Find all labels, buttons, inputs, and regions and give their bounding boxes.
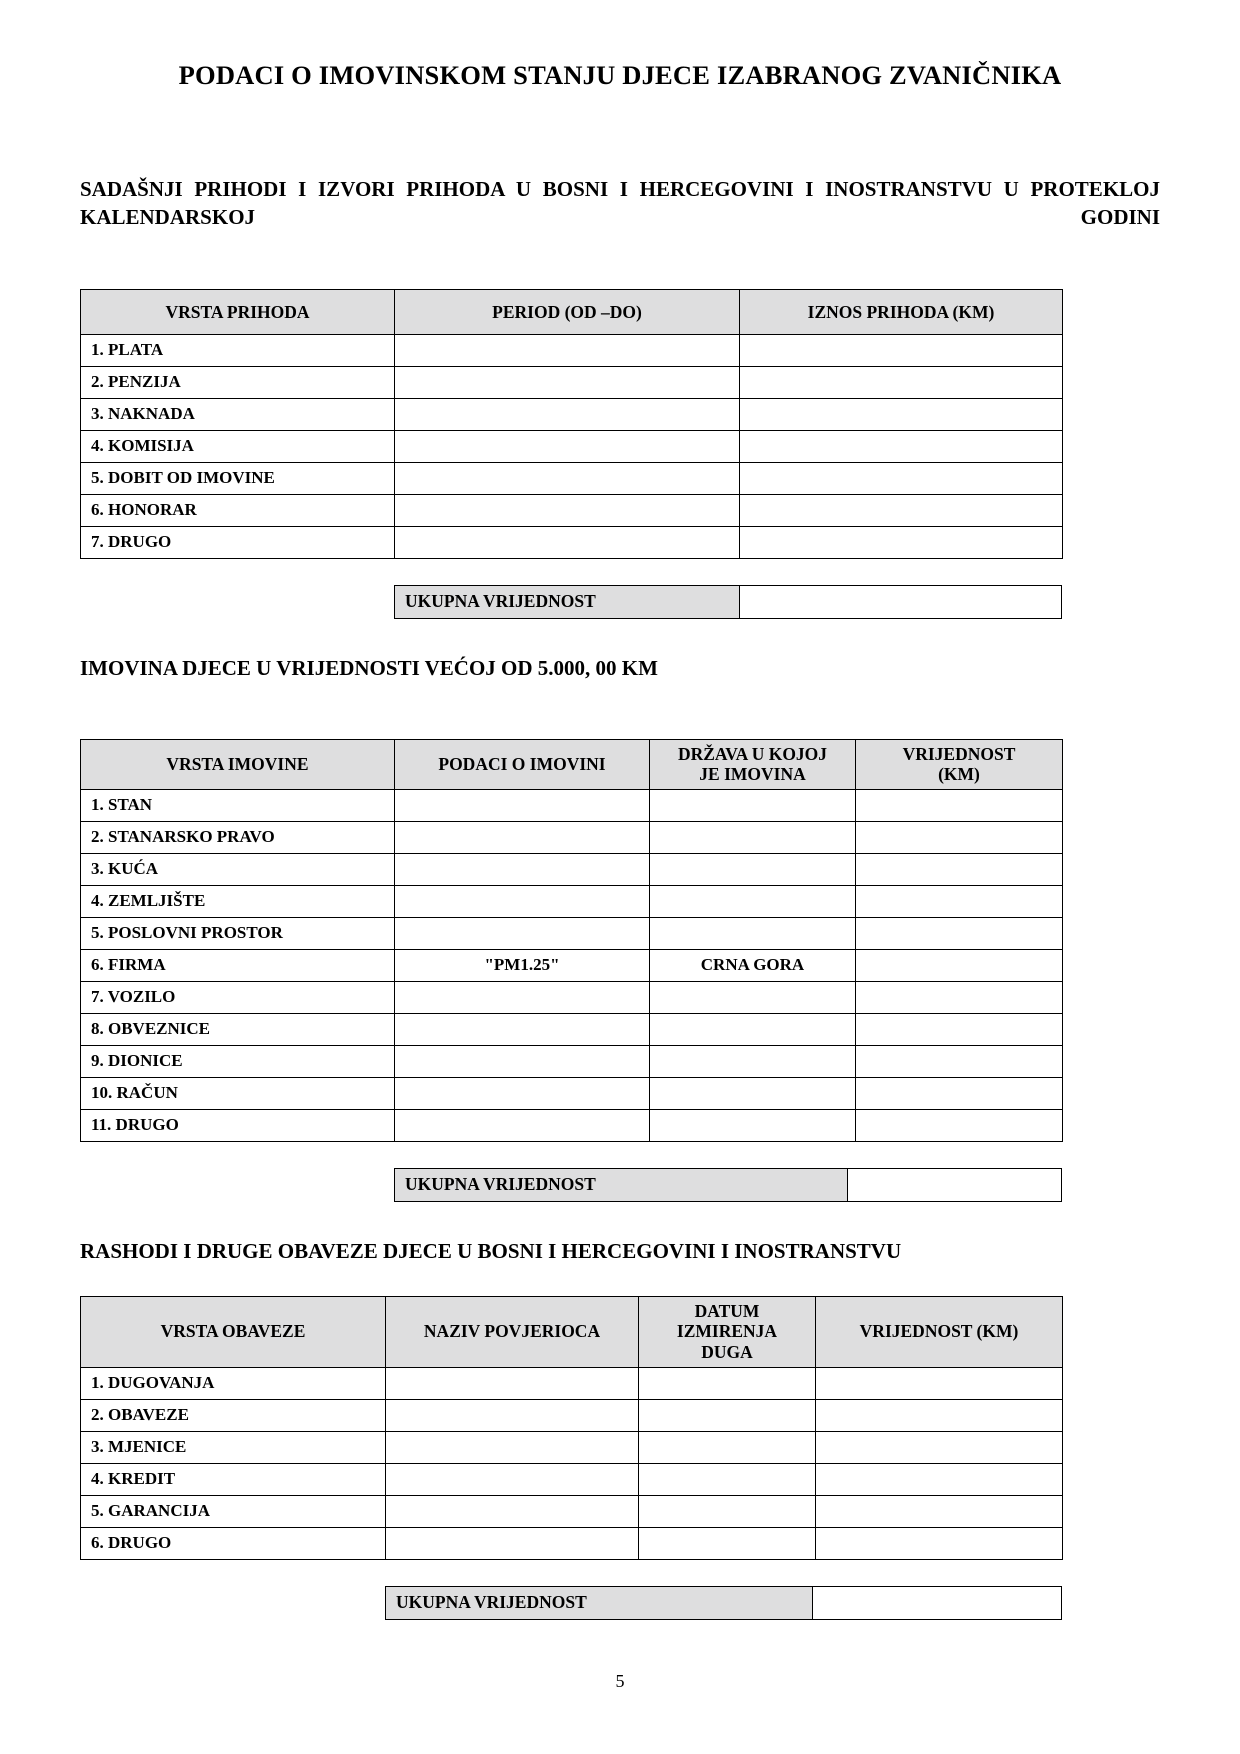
table-row bbox=[81, 917, 1063, 949]
cell-period[interactable] bbox=[395, 494, 740, 526]
table-header-row bbox=[81, 289, 1063, 334]
liabilities-total-strip bbox=[385, 1586, 1240, 1620]
cell-country[interactable] bbox=[650, 853, 856, 885]
section-heading-liabilities: RASHODI I DRUGE OBAVEZE DJECE U BOSNI I HERCEGOVINI I INOSTRANSTVU bbox=[80, 1238, 902, 1263]
cell-creditor[interactable] bbox=[386, 1367, 639, 1399]
column-header-income-amount: IZNOS PRIHODA (KM) bbox=[740, 289, 1063, 334]
cell-value[interactable] bbox=[856, 885, 1063, 917]
column-header-property-details: PODACI O IMOVINI bbox=[395, 739, 650, 789]
spacer bbox=[80, 683, 1160, 739]
row-label: 1. STAN bbox=[81, 789, 395, 821]
spacer bbox=[80, 259, 1160, 289]
cell-period[interactable] bbox=[395, 366, 740, 398]
cell-amount[interactable] bbox=[740, 526, 1063, 558]
cell-value[interactable] bbox=[856, 981, 1063, 1013]
header-line-2: JE IMOVINA bbox=[699, 764, 806, 785]
table-row bbox=[81, 1495, 1063, 1527]
income-total-strip bbox=[394, 585, 1240, 619]
total-row bbox=[394, 585, 1062, 619]
table-row bbox=[81, 1109, 1063, 1141]
cell-details[interactable] bbox=[395, 821, 650, 853]
spacer bbox=[80, 1560, 1160, 1586]
cell-details[interactable] bbox=[395, 1045, 650, 1077]
cell-value[interactable] bbox=[816, 1463, 1063, 1495]
cell-details[interactable] bbox=[395, 885, 650, 917]
column-header-liability-value: VRIJEDNOST (KM) bbox=[816, 1296, 1063, 1367]
cell-value[interactable] bbox=[816, 1495, 1063, 1527]
cell-date[interactable] bbox=[639, 1463, 816, 1495]
row-label: 7. DRUGO bbox=[81, 526, 395, 558]
table-row bbox=[81, 1399, 1063, 1431]
cell-value[interactable] bbox=[856, 1045, 1063, 1077]
row-label: 1. DUGOVANJA bbox=[81, 1367, 386, 1399]
row-label: 6. DRUGO bbox=[81, 1527, 386, 1559]
spacer bbox=[80, 92, 1160, 128]
cell-details[interactable] bbox=[395, 853, 650, 885]
table-row bbox=[81, 334, 1063, 366]
cell-value[interactable] bbox=[856, 789, 1063, 821]
header-line-1: VRIJEDNOST bbox=[902, 743, 1016, 764]
table-row bbox=[81, 821, 1063, 853]
total-value[interactable] bbox=[813, 1587, 1061, 1619]
column-header-creditor: NAZIV POVJERIOCA bbox=[386, 1296, 639, 1367]
cell-country[interactable]: CRNA GORA bbox=[650, 949, 856, 981]
cell-details[interactable] bbox=[395, 1013, 650, 1045]
spacer bbox=[80, 1266, 1160, 1296]
row-label: 2. OBAVEZE bbox=[81, 1399, 386, 1431]
cell-value[interactable] bbox=[856, 1109, 1063, 1141]
row-label: 3. NAKNADA bbox=[81, 398, 395, 430]
cell-period[interactable] bbox=[395, 430, 740, 462]
column-header-property-value bbox=[856, 739, 1063, 789]
table-row bbox=[81, 1431, 1063, 1463]
cell-value[interactable] bbox=[816, 1399, 1063, 1431]
table-row bbox=[81, 1013, 1063, 1045]
row-label: 6. HONORAR bbox=[81, 494, 395, 526]
cell-details[interactable] bbox=[395, 981, 650, 1013]
total-row bbox=[394, 1168, 1062, 1202]
row-label: 5. POSLOVNI PROSTOR bbox=[81, 917, 395, 949]
total-value[interactable] bbox=[848, 1169, 1061, 1201]
cell-amount[interactable] bbox=[740, 398, 1063, 430]
total-row bbox=[385, 1586, 1062, 1620]
table-row bbox=[81, 1463, 1063, 1495]
income-table bbox=[80, 289, 1063, 559]
table-row bbox=[81, 1077, 1063, 1109]
cell-date[interactable] bbox=[639, 1367, 816, 1399]
cell-details[interactable] bbox=[395, 917, 650, 949]
cell-details[interactable]: "PM1.25" bbox=[395, 949, 650, 981]
table-row bbox=[81, 981, 1063, 1013]
cell-value[interactable] bbox=[816, 1431, 1063, 1463]
column-header-property-country bbox=[650, 739, 856, 789]
spacer bbox=[80, 559, 1160, 585]
cell-date[interactable] bbox=[639, 1495, 816, 1527]
table-row bbox=[81, 1367, 1063, 1399]
header-line-2: (KM) bbox=[938, 764, 980, 785]
header-line-1: DATUM bbox=[694, 1300, 760, 1321]
property-total-strip bbox=[394, 1168, 1240, 1202]
header-line-2: IZMIRENJA bbox=[676, 1321, 778, 1342]
table-row bbox=[81, 366, 1063, 398]
row-label: 9. DIONICE bbox=[81, 1045, 395, 1077]
cell-period[interactable] bbox=[395, 334, 740, 366]
table-row bbox=[81, 789, 1063, 821]
row-label: 4. KREDIT bbox=[81, 1463, 386, 1495]
table-row bbox=[81, 949, 1063, 981]
row-label: 8. OBVEZNICE bbox=[81, 1013, 395, 1045]
cell-country[interactable] bbox=[650, 1077, 856, 1109]
table-header-row bbox=[81, 1296, 1063, 1367]
table-row bbox=[81, 430, 1063, 462]
row-label: 3. MJENICE bbox=[81, 1431, 386, 1463]
header-line-3: DUGA bbox=[701, 1341, 753, 1362]
column-header-property-type: VRSTA IMOVINE bbox=[81, 739, 395, 789]
cell-period[interactable] bbox=[395, 462, 740, 494]
row-label: 4. ZEMLJIŠTE bbox=[81, 885, 395, 917]
cell-date[interactable] bbox=[639, 1399, 816, 1431]
spacer bbox=[80, 1142, 1160, 1168]
row-label: 4. KOMISIJA bbox=[81, 430, 395, 462]
table-row bbox=[81, 398, 1063, 430]
table-row bbox=[81, 1045, 1063, 1077]
row-label: 11. DRUGO bbox=[81, 1109, 395, 1141]
row-label: 5. GARANCIJA bbox=[81, 1495, 386, 1527]
table-row bbox=[81, 462, 1063, 494]
column-header-liability-type: VRSTA OBAVEZE bbox=[81, 1296, 386, 1367]
cell-country[interactable] bbox=[650, 1013, 856, 1045]
cell-details[interactable] bbox=[395, 1077, 650, 1109]
cell-creditor[interactable] bbox=[386, 1527, 639, 1559]
page-title: PODACI O IMOVINSKOM STANJU DJECE IZABRANOG ZVANIČNIKA bbox=[178, 60, 1062, 90]
cell-value[interactable] bbox=[816, 1527, 1063, 1559]
column-header-income-type: VRSTA PRIHODA bbox=[81, 289, 395, 334]
row-label: 7. VOZILO bbox=[81, 981, 395, 1013]
cell-date[interactable] bbox=[639, 1431, 816, 1463]
cell-creditor[interactable] bbox=[386, 1495, 639, 1527]
section-heading-income: SADAŠNJI PRIHODI I IZVORI PRIHODA U BOSNI I HERCEGOVINI I INOSTRANSTVU U PROTEKLOJ KALENDARSKOJ GODINI bbox=[80, 176, 1160, 229]
table-row bbox=[81, 853, 1063, 885]
total-label: UKUPNA VRIJEDNOST bbox=[386, 1587, 813, 1619]
cell-amount[interactable] bbox=[740, 430, 1063, 462]
cell-country[interactable] bbox=[650, 885, 856, 917]
column-header-income-period: PERIOD (OD –DO) bbox=[395, 289, 740, 334]
table-row bbox=[81, 885, 1063, 917]
page-number: 5 bbox=[615, 1671, 625, 1691]
cell-country[interactable] bbox=[650, 821, 856, 853]
cell-creditor[interactable] bbox=[386, 1399, 639, 1431]
row-label: 1. PLATA bbox=[81, 334, 395, 366]
cell-value[interactable] bbox=[856, 949, 1063, 981]
table-header-row bbox=[81, 739, 1063, 789]
cell-creditor[interactable] bbox=[386, 1431, 639, 1463]
table-row bbox=[81, 1527, 1063, 1559]
row-label: 2. STANARSKO PRAVO bbox=[81, 821, 395, 853]
cell-date[interactable] bbox=[639, 1527, 816, 1559]
row-label: 5. DOBIT OD IMOVINE bbox=[81, 462, 395, 494]
cell-period[interactable] bbox=[395, 398, 740, 430]
spacer bbox=[80, 619, 1160, 655]
row-label: 6. FIRMA bbox=[81, 949, 395, 981]
total-label: UKUPNA VRIJEDNOST bbox=[395, 586, 740, 618]
cell-country[interactable] bbox=[650, 789, 856, 821]
cell-value[interactable] bbox=[856, 1077, 1063, 1109]
cell-value[interactable] bbox=[856, 853, 1063, 885]
section-heading-property: IMOVINA DJECE U VRIJEDNOSTI VEĆOJ OD 5.000, 00 KM bbox=[80, 655, 658, 680]
cell-country[interactable] bbox=[650, 981, 856, 1013]
spacer bbox=[80, 1202, 1160, 1238]
header-line-1: DRŽAVA U KOJOJ bbox=[677, 743, 828, 764]
cell-creditor[interactable] bbox=[386, 1463, 639, 1495]
cell-amount[interactable] bbox=[740, 462, 1063, 494]
liabilities-table bbox=[80, 1296, 1063, 1560]
table-row bbox=[81, 526, 1063, 558]
cell-value[interactable] bbox=[856, 1013, 1063, 1045]
total-value[interactable] bbox=[740, 586, 1061, 618]
cell-details[interactable] bbox=[395, 789, 650, 821]
table-row bbox=[81, 494, 1063, 526]
property-table bbox=[80, 739, 1063, 1142]
total-label: UKUPNA VRIJEDNOST bbox=[395, 1169, 848, 1201]
cell-country[interactable] bbox=[650, 917, 856, 949]
cell-country[interactable] bbox=[650, 1045, 856, 1077]
row-label: 2. PENZIJA bbox=[81, 366, 395, 398]
cell-amount[interactable] bbox=[740, 366, 1063, 398]
cell-period[interactable] bbox=[395, 526, 740, 558]
cell-details[interactable] bbox=[395, 1109, 650, 1141]
row-label: 3. KUĆA bbox=[81, 853, 395, 885]
row-label: 10. RAČUN bbox=[81, 1077, 395, 1109]
column-header-due-date bbox=[639, 1296, 816, 1367]
cell-country[interactable] bbox=[650, 1109, 856, 1141]
cell-value[interactable] bbox=[856, 917, 1063, 949]
cell-amount[interactable] bbox=[740, 494, 1063, 526]
cell-value[interactable] bbox=[816, 1367, 1063, 1399]
cell-amount[interactable] bbox=[740, 334, 1063, 366]
cell-value[interactable] bbox=[856, 821, 1063, 853]
